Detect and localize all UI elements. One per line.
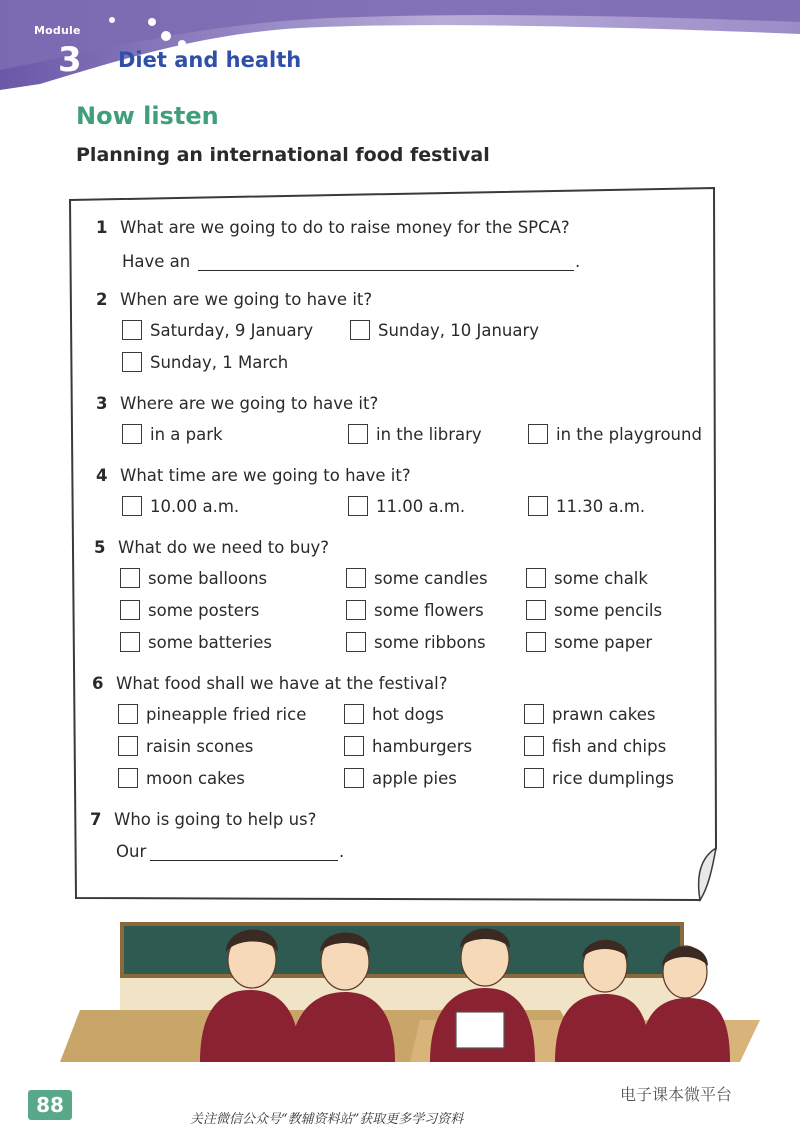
option-label: raisin scones [146, 736, 254, 756]
checkbox-icon[interactable] [524, 736, 544, 756]
answer-blank[interactable] [198, 270, 574, 271]
option-checkbox[interactable] [350, 320, 539, 340]
option-checkbox[interactable] [118, 768, 245, 788]
option-label: pineapple fried rice [146, 704, 307, 724]
option-checkbox[interactable] [118, 704, 306, 724]
checkbox-icon[interactable] [344, 768, 364, 788]
checkbox-icon[interactable] [528, 424, 548, 444]
answer-end: . [575, 252, 581, 271]
question-3 [96, 394, 378, 413]
option-checkbox[interactable] [526, 600, 662, 620]
checkbox-icon[interactable] [344, 736, 364, 756]
page-number: 88 [28, 1090, 72, 1120]
checkbox-icon[interactable] [122, 496, 142, 516]
option-checkbox[interactable] [122, 352, 288, 372]
option-label: rice dumplings [552, 768, 675, 788]
option-checkbox[interactable] [346, 600, 484, 620]
option-label: some batteries [148, 632, 272, 652]
checkbox-icon[interactable] [120, 568, 140, 588]
option-checkbox[interactable] [346, 632, 486, 652]
option-checkbox[interactable] [526, 632, 652, 652]
question-text: Who is going to help us? [114, 810, 317, 829]
checkbox-icon[interactable] [122, 424, 142, 444]
option-checkbox[interactable] [122, 496, 239, 516]
option-checkbox[interactable] [344, 736, 472, 756]
option-checkbox[interactable] [122, 320, 313, 340]
question-7 [90, 810, 316, 829]
answer-prompt: Our [116, 842, 147, 861]
section-heading: Now listen [76, 102, 219, 130]
checkbox-icon[interactable] [526, 568, 546, 588]
answer-blank[interactable] [150, 860, 338, 861]
option-label: 11.00 a.m. [376, 496, 466, 516]
option-label: apple pies [372, 768, 457, 788]
option-label: some chalk [554, 568, 648, 588]
option-checkbox[interactable] [346, 568, 488, 588]
question-2 [96, 290, 372, 309]
question-text: What food shall we have at the festival? [116, 674, 448, 693]
module-number: 3 [58, 40, 82, 80]
option-label: 10.00 a.m. [150, 496, 240, 516]
option-label: in the playground [556, 424, 702, 444]
checkbox-icon[interactable] [350, 320, 370, 340]
option-checkbox[interactable] [120, 632, 272, 652]
question-5 [94, 538, 329, 557]
option-label: prawn cakes [552, 704, 656, 724]
option-checkbox[interactable] [118, 736, 253, 756]
classroom-illustration [60, 924, 760, 1062]
checkbox-icon[interactable] [526, 632, 546, 652]
question-text: Where are we going to have it? [120, 394, 379, 413]
question-1 [96, 218, 570, 237]
checkbox-icon[interactable] [526, 600, 546, 620]
question-4 [96, 466, 411, 485]
question-text: When are we going to have it? [120, 290, 373, 309]
checkbox-icon[interactable] [346, 568, 366, 588]
option-label: in the library [376, 424, 482, 444]
question-number: 6 [92, 674, 104, 693]
checkbox-icon[interactable] [524, 704, 544, 724]
option-checkbox[interactable] [344, 768, 457, 788]
question-text: What are we going to do to raise money for the SPCA? [120, 218, 570, 237]
checkbox-icon[interactable] [118, 768, 138, 788]
checkbox-icon[interactable] [344, 704, 364, 724]
module-title: Diet and health [118, 48, 302, 72]
module-label: Module [34, 24, 81, 37]
option-label: some pencils [554, 600, 663, 620]
question-text: What time are we going to have it? [120, 466, 411, 485]
option-checkbox[interactable] [524, 704, 655, 724]
question-6 [92, 674, 448, 693]
option-checkbox[interactable] [528, 424, 702, 444]
option-label: some ribbons [374, 632, 486, 652]
checkbox-icon[interactable] [348, 496, 368, 516]
option-checkbox[interactable] [344, 704, 444, 724]
option-checkbox[interactable] [524, 768, 674, 788]
checkbox-icon[interactable] [122, 320, 142, 340]
question-number: 7 [90, 810, 102, 829]
checkbox-icon[interactable] [346, 600, 366, 620]
question-number: 2 [96, 290, 108, 309]
checkbox-icon[interactable] [346, 632, 366, 652]
answer-prompt: Have an [122, 252, 191, 271]
checkbox-icon[interactable] [120, 632, 140, 652]
option-checkbox[interactable] [120, 568, 267, 588]
option-label: hamburgers [372, 736, 473, 756]
option-label: some flowers [374, 600, 484, 620]
answer-end: . [339, 842, 345, 861]
option-checkbox[interactable] [524, 736, 666, 756]
checkbox-icon[interactable] [120, 600, 140, 620]
question-number: 4 [96, 466, 108, 485]
option-label: Saturday, 9 January [150, 320, 314, 340]
option-label: some balloons [148, 568, 268, 588]
option-checkbox[interactable] [120, 600, 259, 620]
option-checkbox[interactable] [526, 568, 648, 588]
option-checkbox[interactable] [348, 424, 482, 444]
checkbox-icon[interactable] [118, 736, 138, 756]
option-label: hot dogs [372, 704, 444, 724]
option-label: 11.30 a.m. [556, 496, 646, 516]
question-number: 1 [96, 218, 108, 237]
option-checkbox[interactable] [528, 496, 645, 516]
footer-note: 关注微信公众号“教辅资料站”获取更多学习资料 [190, 1112, 464, 1127]
question-number: 3 [96, 394, 108, 413]
option-label: moon cakes [146, 768, 245, 788]
option-label: Sunday, 1 March [150, 352, 289, 372]
option-checkbox[interactable] [122, 424, 223, 444]
option-label: some posters [148, 600, 260, 620]
option-checkbox[interactable] [348, 496, 465, 516]
option-label: in a park [150, 424, 223, 444]
checkbox-icon[interactable] [118, 704, 138, 724]
checkbox-icon[interactable] [524, 768, 544, 788]
option-label: fish and chips [552, 736, 667, 756]
question-number: 5 [94, 538, 106, 557]
checkbox-icon[interactable] [348, 424, 368, 444]
option-label: some candles [374, 568, 488, 588]
activity-title: Planning an international food festival [76, 144, 490, 166]
question-text: What do we need to buy? [118, 538, 330, 557]
option-label: some paper [554, 632, 653, 652]
checkbox-icon[interactable] [528, 496, 548, 516]
option-label: Sunday, 10 January [378, 320, 540, 340]
checkbox-icon[interactable] [122, 352, 142, 372]
watermark: 电子课本微平台 [620, 1085, 733, 1104]
